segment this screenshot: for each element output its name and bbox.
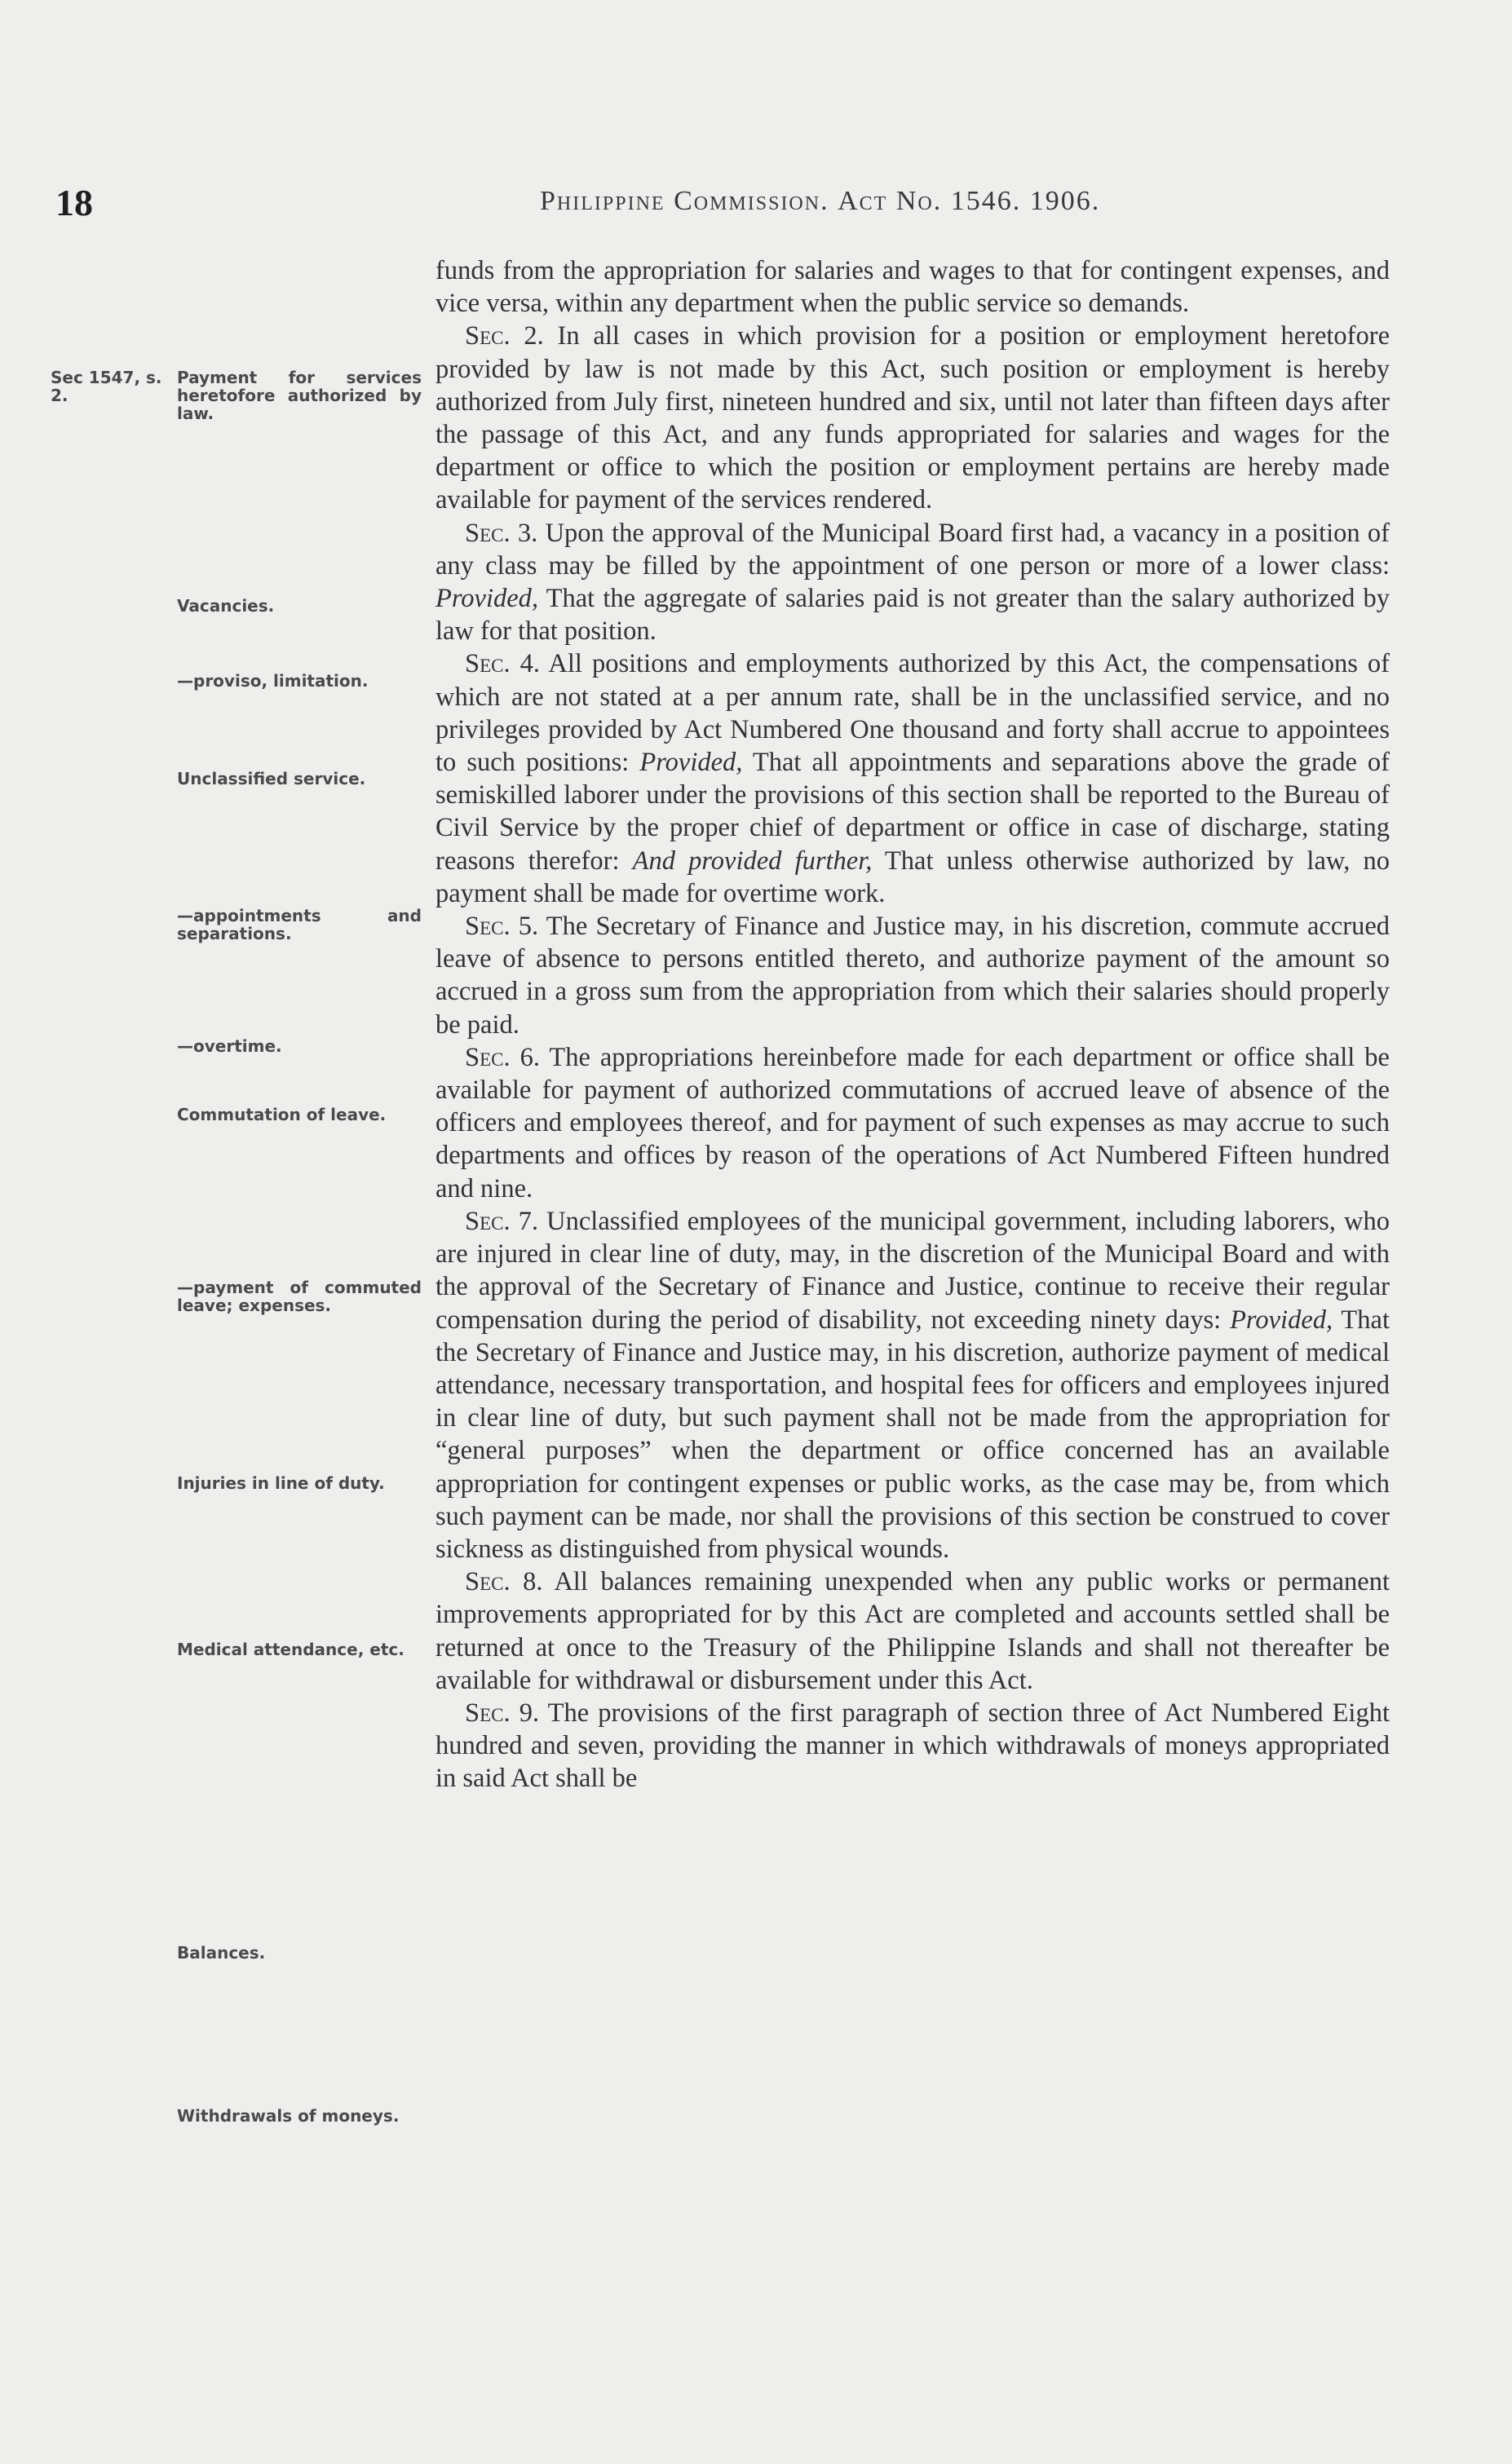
running-head: [540, 186, 1100, 217]
margin-note-text: —proviso, limitation.: [177, 671, 369, 691]
margin-note-ref: Sec 1547, s. 2.: [51, 368, 162, 405]
proviso-text: Provided,: [639, 748, 743, 778]
section-text: Upon the approval of the Municipal Board first had, a vacancy in a position of any class may be filled by the appointment of one person or more of a lower class:: [435, 518, 1390, 581]
margin-note: [51, 1944, 430, 1962]
margin-note: [51, 1640, 430, 1658]
section-3: [435, 517, 1390, 648]
section-6: [435, 1041, 1390, 1205]
margin-note-text: Vacancies.: [177, 596, 275, 616]
section-label: Sec. 2.: [465, 321, 544, 351]
proviso-text: And provided further,: [632, 846, 873, 876]
margin-note: [51, 1106, 430, 1124]
margin-note: [51, 1037, 430, 1055]
margin-note-text: Payment for services heretofore authorized by law.: [177, 368, 422, 423]
body-text: [435, 254, 1390, 1795]
section-label: Sec. 9.: [465, 1698, 540, 1728]
section-label: Sec. 5.: [465, 912, 539, 942]
margin-note-text: Injuries in line of duty.: [177, 1473, 385, 1493]
section-2: [435, 320, 1390, 516]
margin-note-text: Withdrawals of moneys.: [177, 2106, 400, 2126]
section-7: [435, 1205, 1390, 1565]
section-text: That all appointments and separations above the grade of semiskilled laborer under the provisions of this section shall be reported to the Bureau of Civil Service by the proper chief of department or office in case of discharge, stating reasons therefor:: [435, 748, 1390, 876]
page-header: [0, 181, 1512, 230]
margin-note-text: Balances.: [177, 1943, 266, 1963]
paragraph-continuation: funds from the appropriation for salaries and wages to that for contingent expenses, and vice versa, within any department when the public service so demands.: [435, 256, 1390, 319]
margin-note: [51, 2107, 430, 2125]
proviso-text: Provided,: [1230, 1305, 1333, 1335]
section-9: [435, 1697, 1390, 1795]
section-label: Sec. 3.: [465, 518, 538, 548]
margin-note: [51, 907, 430, 943]
margin-note-text: Commutation of leave.: [177, 1105, 387, 1124]
section-text: That the Secretary of Finance and Justice may, in his discretion, authorize payment of medical attendance, necessary transportation, and hospital fees for officers and employees injured in clear line of duty, but such payment shall not be made from the appropriation for “general purposes” when the department or office concerned has an available appropriation for contingent expenses or public works, as the case may be, from which such payment can be made, nor shall the provisions of this section be construed to cover sickness as distinguished from physical wounds.: [435, 1305, 1390, 1564]
margin-note-text: —appointments and separations.: [177, 906, 422, 943]
section-text: The provisions of the first paragraph of section three of Act Numbered Eight hundred and seven, providing the manner in which withdrawals of moneys appropriated in said Act shall be: [435, 1698, 1390, 1794]
running-head-year: 1906.: [1029, 186, 1101, 216]
margin-note: [51, 369, 430, 422]
section-label: Sec. 7.: [465, 1206, 539, 1236]
section-text: That the aggregate of salaries paid is not greater than the salary authorized by law for that position.: [435, 584, 1390, 647]
section-4: [435, 647, 1390, 910]
section-text: Unclassified employees of the municipal government, including laborers, who are injured in clear line of duty, may, in the discretion of the Municipal Board and with the approval of the Secretary of Finance and Justice, continue to receive their regular compensation during the period of disability, not exceeding ninety days:: [435, 1206, 1390, 1335]
section-5: [435, 910, 1390, 1041]
section-text: That unless otherwise authorized by law, no payment shall be made for overtime work.: [435, 846, 1390, 908]
running-head-act: Act No. 1546.: [838, 186, 1022, 216]
margin-note: [51, 672, 430, 690]
section-text: The appropriations hereinbefore made for each department or office shall be available for payment of authorized commutations of accrued leave of absence of the officers and employees thereof, and for payment of such expenses as may accrue to such departments and offices by reason of the operations of Act Numbered Fifteen hundred and nine.: [435, 1042, 1390, 1203]
margin-note: [51, 597, 430, 615]
section-text: The Secretary of Finance and Justice may, in his discretion, commute accrued leave of absence to persons entitled thereto, and authorize payment of the amount so accrued in a gross sum from the appropriation from which their salaries should properly be paid.: [435, 912, 1390, 1040]
section-8: [435, 1565, 1390, 1697]
margin-note-text: Medical attendance, etc.: [177, 1640, 405, 1659]
section-text: All positions and employments authorized by this Act, the compensations of which are not stated at a per annum rate, shall be in the unclassified service, and no privileges provided by Act Numbered One thousand and forty shall accrue to appointees to such positions:: [435, 649, 1390, 778]
margin-note-text: Unclassified service.: [177, 769, 366, 788]
margin-note: [51, 770, 430, 788]
section-label: Sec. 4.: [465, 649, 541, 679]
running-head-title: Philippine Commission.: [540, 186, 829, 216]
margin-note: [51, 1474, 430, 1492]
margin-note-text: —overtime.: [177, 1036, 282, 1056]
section-text: In all cases in which provision for a position or employment heretofore provided by law is not made by this Act, such position or employment is hereby authorized from July first, nineteen hundred and six, until not later than fifteen days after the passage of this Act, and any funds appropriated for salaries and wages for the department or office to which the position or employment pertains are hereby made available for payment of the services rendered.: [435, 321, 1390, 515]
proviso-text: Provided,: [435, 584, 539, 614]
section-label: Sec. 6.: [465, 1042, 540, 1072]
margin-note-text: —payment of commuted leave; expenses.: [177, 1278, 422, 1315]
section-text: All balances remaining unexpended when any public works or permanent improvements appropriated for by this Act are completed and accounts settled shall be returned at once to the Treasury of the Philippine Islands and shall not thereafter be available for withdrawal or disbursement under this Act.: [435, 1567, 1390, 1695]
page-number: 18: [55, 182, 93, 223]
section-label: Sec. 8.: [465, 1567, 543, 1597]
margin-note: [51, 1278, 430, 1314]
